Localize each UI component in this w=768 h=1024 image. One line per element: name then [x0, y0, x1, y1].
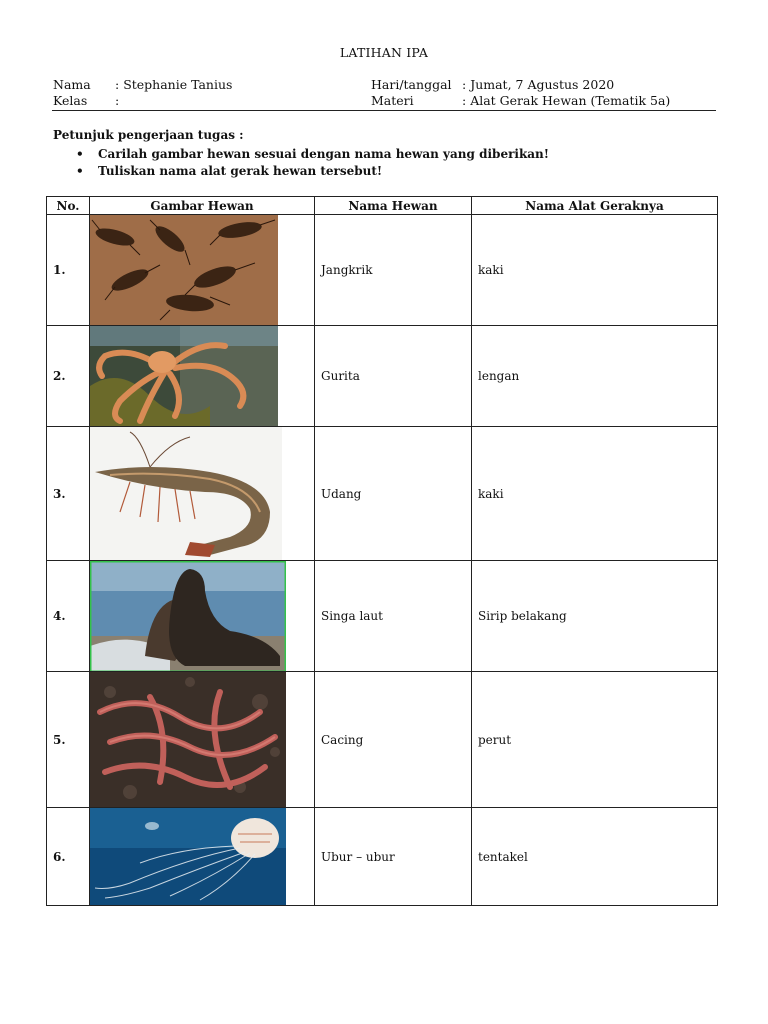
header-image: Gambar Hewan: [90, 197, 315, 215]
movement-organ: perut: [472, 672, 718, 808]
animal-image-cell: [90, 672, 315, 808]
jellyfish-photo: [90, 808, 286, 906]
animal-name: Ubur – ubur: [315, 808, 472, 906]
animal-image-cell: [90, 808, 315, 906]
subject-value: Alat Gerak Hewan (Tematik 5a): [470, 93, 671, 108]
date-row: Hari/tanggal : Jumat, 7 Agustus 2020: [371, 77, 615, 92]
animal-table: [46, 196, 718, 906]
header-animal: Nama Hewan: [315, 197, 472, 215]
table-header-row: [47, 197, 718, 215]
animal-image-cell: [90, 326, 315, 427]
row-number: 1.: [47, 215, 90, 326]
name-value: Stephanie Tanius: [123, 77, 233, 92]
animal-name: Cacing: [315, 672, 472, 808]
date-label: Hari/tanggal: [371, 77, 452, 92]
table-row: [47, 215, 718, 326]
instruction-item: • Tuliskan nama alat gerak hewan tersebut!: [76, 164, 383, 178]
table-row: [47, 326, 718, 427]
class-row: Kelas :: [53, 93, 120, 108]
header-no: No.: [47, 197, 90, 215]
header-organ: Nama Alat Geraknya: [472, 197, 718, 215]
table-row: [47, 561, 718, 672]
class-label: Kelas: [53, 93, 88, 108]
table-row: [47, 808, 718, 906]
table-row: [47, 672, 718, 808]
movement-organ: tentakel: [472, 808, 718, 906]
row-number: 2.: [47, 326, 90, 427]
subject-row: Materi : Alat Gerak Hewan (Tematik 5a): [371, 93, 671, 108]
instructions-list: [76, 146, 549, 180]
row-number: 6.: [47, 808, 90, 906]
octopus-photo: [90, 326, 278, 427]
bullet-icon: •: [76, 164, 84, 178]
bullet-icon: •: [76, 147, 84, 161]
subject-label: Materi: [371, 93, 414, 108]
animal-name: Udang: [315, 427, 472, 561]
cricket-photo: [90, 215, 278, 326]
name-row: Nama : Stephanie Tanius: [53, 77, 233, 92]
animal-image-cell: [90, 427, 315, 561]
worm-photo: [90, 672, 286, 808]
shrimp-photo: [90, 427, 282, 561]
movement-organ: Sirip belakang: [472, 561, 718, 672]
movement-organ: lengan: [472, 326, 718, 427]
movement-organ: kaki: [472, 427, 718, 561]
animal-name: Gurita: [315, 326, 472, 427]
row-number: 3.: [47, 427, 90, 561]
row-number: 4.: [47, 561, 90, 672]
name-label: Nama: [53, 77, 91, 92]
animal-image-cell: [90, 561, 315, 672]
table-row: [47, 427, 718, 561]
animal-name: Jangkrik: [315, 215, 472, 326]
movement-organ: kaki: [472, 215, 718, 326]
row-number: 5.: [47, 672, 90, 808]
date-value: Jumat, 7 Agustus 2020: [470, 77, 615, 92]
header-divider: [52, 110, 716, 111]
page-title: LATIHAN IPA: [339, 45, 429, 60]
sea-lion-photo: [90, 561, 286, 672]
animal-image-cell: [90, 215, 315, 326]
animal-name: Singa laut: [315, 561, 472, 672]
instruction-item: • Carilah gambar hewan sesuai dengan nama hewan yang diberikan!: [76, 147, 550, 161]
instructions-heading: Petunjuk pengerjaan tugas :: [53, 128, 244, 142]
